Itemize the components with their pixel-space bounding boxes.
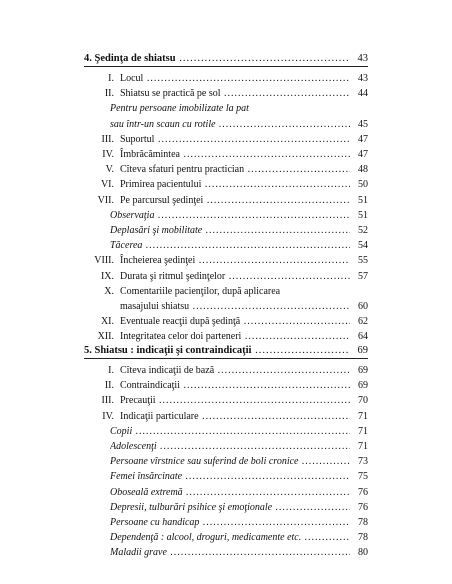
entry-page-number: 70 (358, 395, 368, 407)
entry-page-number: 76 (358, 501, 368, 513)
entry-title: Contraindicaţii ..... (120, 379, 350, 393)
toc-subentry (84, 102, 368, 116)
entry-number: VI. (100, 179, 114, 191)
entry-page-number: 73 (358, 456, 368, 468)
entry-title: Cîteva indicaţii de bază ..... (120, 364, 350, 378)
entry-number: II. (104, 380, 114, 392)
toc-entry (84, 410, 368, 424)
entry-number: V. (105, 164, 114, 176)
entry-page-number: 80 (358, 547, 368, 559)
entry-title: Observaţia ..... (110, 209, 350, 223)
entry-title: Pe parcursul şedinţei ..... (120, 194, 350, 208)
section-heading (84, 344, 368, 358)
entry-title: Shiatsu se practică pe sol ..... (120, 87, 350, 101)
entry-page-number: 43 (358, 73, 368, 84)
entry-title: Încheierea şedinţei ..... (120, 254, 350, 268)
entry-page-number: 57 (358, 270, 368, 282)
toc-entry (84, 148, 368, 162)
entry-page-number: 51 (358, 209, 368, 221)
entry-page-number: 69 (358, 380, 368, 392)
toc-subentry (84, 531, 368, 545)
entry-page-number: 52 (358, 225, 368, 236)
entry-page-number: 45 (358, 118, 368, 130)
section-page-number: 43 (357, 53, 368, 64)
entry-page-number: 69 (358, 365, 368, 376)
toc-subentry (84, 118, 368, 132)
entry-number: I. (108, 73, 114, 84)
entry-page-number: 71 (358, 410, 368, 422)
entry-title: Integritatea celor doi parteneri ..... (120, 330, 350, 344)
toc-subentry (84, 224, 368, 238)
entry-number: X. (104, 285, 114, 297)
entry-page-number: 51 (358, 194, 368, 206)
toc-entry (84, 285, 368, 299)
toc-entry (84, 315, 368, 329)
entry-title: Maladii grave ..... (110, 546, 350, 560)
entry-number: XII. (97, 331, 114, 343)
section-heading (84, 52, 368, 66)
toc-entry (84, 254, 368, 268)
entry-number: IX. (100, 270, 114, 282)
section-title: 4. Şedinţa de shiatsu ..... (84, 52, 348, 66)
toc-entry (84, 87, 368, 101)
entry-page-number: 75 (358, 471, 368, 483)
entry-title: Persoane cu handicap ..... (110, 516, 350, 530)
entry-number: XI. (100, 316, 114, 328)
entry-title: Oboseală extremă ..... (110, 486, 350, 500)
entry-page-number: 71 (358, 441, 368, 452)
toc-entry (84, 72, 368, 86)
toc-entry (84, 394, 368, 408)
toc-entry (84, 178, 368, 192)
section-rule (84, 66, 368, 67)
entry-number: III. (101, 395, 114, 407)
entry-page-number: 78 (358, 517, 368, 528)
entry-page-number: 48 (358, 164, 368, 176)
entry-page-number: 50 (358, 179, 368, 191)
toc-subentry (84, 239, 368, 253)
entry-page-number: 54 (358, 240, 368, 252)
entry-page-number: 71 (358, 425, 368, 437)
entry-page-number: 62 (358, 316, 368, 328)
entry-title: Adolescenţi ..... (110, 440, 350, 454)
entry-title: Femei însărcinate ..... (110, 470, 350, 484)
entry-title: Suportul ..... (120, 133, 350, 147)
entry-page-number: 64 (358, 331, 368, 343)
toc-subentry (84, 209, 368, 223)
entry-page-number: 60 (358, 301, 368, 312)
toc-subentry (84, 501, 368, 515)
entry-title: Pentru persoane imobilizate la pat (110, 103, 249, 115)
entry-title: masajului shiatsu ..... (120, 300, 350, 314)
entry-title: Depresii, tulburări psihice şi emoţionale ..... (110, 501, 350, 515)
entry-title: Persoane vîrstnice sau suferind de boli cronice ..... (110, 455, 350, 469)
entry-number: II. (104, 88, 114, 100)
toc-entry (84, 133, 368, 147)
toc-subentry (84, 486, 368, 500)
entry-number: VIII. (94, 255, 114, 267)
toc-subentry (84, 516, 368, 530)
entry-number: III. (101, 133, 114, 145)
entry-title: Precauţii ..... (120, 394, 350, 408)
toc-subentry (84, 440, 368, 454)
toc-entry (84, 364, 368, 378)
section-rule (84, 358, 368, 359)
entry-title: Îmbrăcămintea ..... (120, 148, 350, 162)
toc-entry (84, 194, 368, 208)
entry-title: Cîteva sfaturi pentru practician ..... (120, 163, 350, 177)
entry-page-number: 78 (358, 532, 368, 544)
toc-entry (84, 330, 368, 344)
toc-entry (84, 300, 368, 314)
toc-entry (84, 379, 368, 393)
entry-title: Eventuale reacţii după şedinţă ..... (120, 315, 350, 329)
entry-number: IV. (102, 149, 114, 160)
entry-title: Indicaţii particulare ..... (120, 410, 350, 424)
entry-number: IV. (102, 410, 114, 422)
entry-title: Primirea pacientului ..... (120, 178, 350, 192)
entry-page-number: 76 (358, 486, 368, 498)
section-page-number: 69 (357, 345, 368, 356)
entry-title: Locul ..... (120, 72, 350, 86)
entry-title: Tăcerea ..... (110, 239, 350, 253)
entry-title: Deplasări şi mobilitate ..... (110, 224, 350, 238)
entry-title: sau într-un scaun cu rotile ..... (110, 118, 350, 132)
toc-subentry (84, 546, 368, 560)
toc-entry (84, 270, 368, 284)
entry-title: Durata şi ritmul şedinţelor ..... (120, 270, 350, 284)
toc-subentry (84, 470, 368, 484)
entry-page-number: 47 (358, 133, 368, 145)
entry-page-number: 55 (358, 255, 368, 267)
entry-title: Dependenţă : alcool, droguri, medicamente etc. ..... (110, 531, 350, 545)
toc-entry (84, 163, 368, 177)
entry-page-number: 44 (358, 88, 368, 100)
toc-subentry (84, 425, 368, 439)
toc-subentry (84, 455, 368, 469)
entry-number: I. (108, 365, 114, 376)
section-title: 5. Shiatsu : indicaţii şi contraindicaţii ..... (84, 344, 348, 358)
entry-page-number: 47 (358, 149, 368, 160)
entry-number: VII. (97, 194, 114, 206)
entry-title: Comentariile pacienţilor, după aplicarea (120, 285, 281, 297)
entry-title: Copii ..... (110, 425, 350, 439)
